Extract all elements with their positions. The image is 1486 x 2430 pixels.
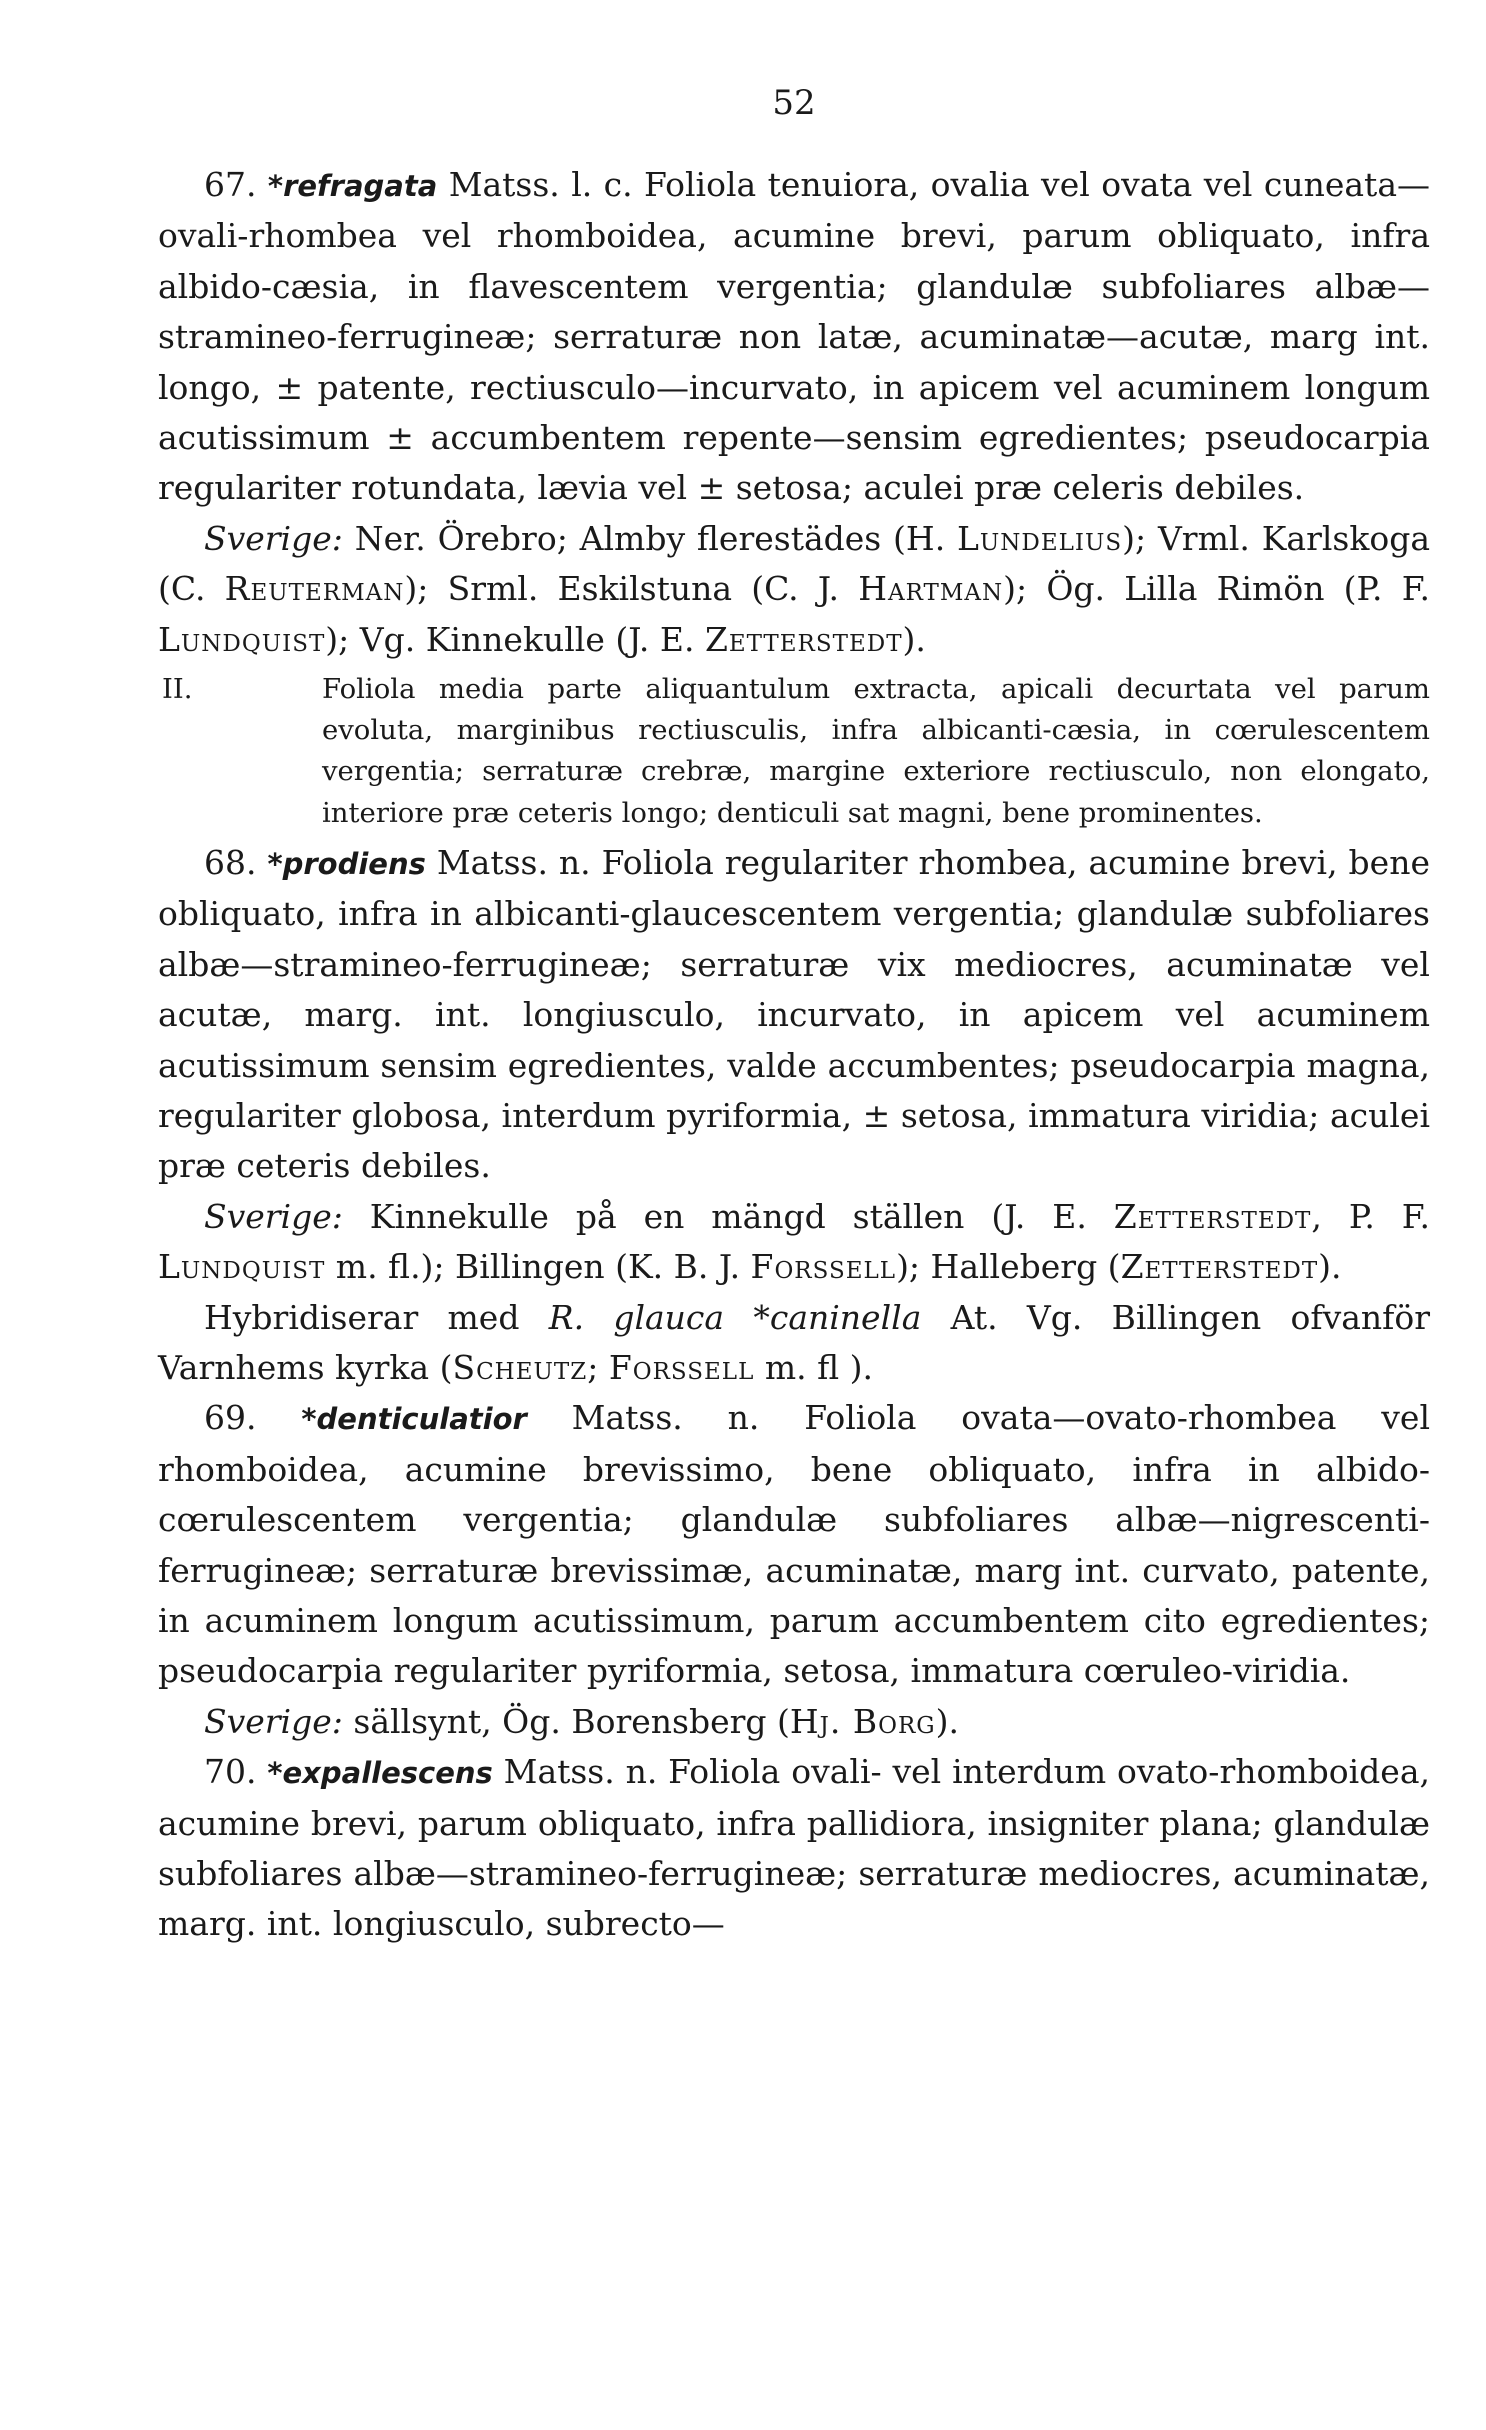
entry-67-distribution: Sverige: Ner. Örebro; Almby flerestädes (H. Lundelius); Vrml. Karlskoga (C. Reuterman); Srml. Eskilstuna (C. J. Hartman); Ög. Lilla Rimön (P. F. Lundquist); Vg. Kinnekulle (J. E. Zetterstedt). [158,518,1430,659]
variety-II [158,669,1430,834]
entry-70 [158,1747,1430,1950]
entry-69-name: *denticulatior [301,1402,527,1437]
collector: Lundquist [158,1247,326,1287]
entry-69 [158,1393,1430,1696]
entry-67-number: 67. [204,165,257,204]
species-name: R. glauca [548,1297,725,1337]
entry-68-distribution: Sverige: Kinnekulle på en mängd ställen (J. E. Zetterstedt, P. F. Lundquist m. fl.); Billingen (K. B. J. Forssell); Halleberg (Zetterstedt). [158,1196,1430,1287]
sverige-label: Sverige: [204,1701,343,1741]
entry-68-hybrid-note: Hybridiserar med R. glauca *caninella At. Vg. Billingen ofvanför Varnhems kyrka (Scheutz; Forssell m. fl ). [158,1297,1430,1387]
entry-67-name: *refragata [267,169,438,203]
species-name: *caninella [753,1297,922,1337]
entry-67-description: Matss. l. c. Foliola tenuiora, ovalia vel ovata vel cuneata—ovali-rhombea vel rhomboidea, acumine brevi, parum obliquato, infra albido-cæsia, in flavescentem vergentia; glandulæ subfoliares albæ—stramineo-ferrugineæ; serraturæ non latæ, acuminatæ—acutæ, marg int. longo, ± patente, rectiusculo—incurvato, in apicem vel acuminem longum acutissimum ± accumbentem repente—sensim egredientes; pseudocarpia regulariter rotundata, lævia vel ± setosa; aculei præ celeris debiles. [158,165,1430,508]
entry-70-number: 70. [204,1752,257,1792]
collector: Zetterstedt [1120,1247,1319,1287]
entry-69-number: 69. [204,1398,257,1438]
collector: Lundquist [158,619,326,659]
variety-II-description: Foliola media parte aliquantulum extracta, apicali decurtata vel parum evoluta, marginibus rectiusculis, infra albicanti-cæsia, in cœrulescentem vergentia; serraturæ crebræ, margine exteriore rectiusculo, non elongato, interiore præ ceteris longo; denticuli sat magni, bene prominentes. [322,673,1430,829]
entry-69-distribution: Sverige: sällsynt, Ög. Borensberg (Hj. Borg). [204,1701,960,1741]
entry-68-name: *prodiens [267,846,426,881]
entry-70-name: *expallescens [267,1756,493,1791]
entry-68 [158,838,1430,1192]
collector: Hartman [858,569,1004,609]
collector: Scheutz [452,1347,588,1387]
collector: Hj. Borg [789,1701,936,1741]
page-number: 52 [772,83,816,123]
entry-69-description: Matss. n. Foliola ovata—ovato-rhombea vel rhomboidea, acumine brevissimo, bene obliquato, infra in albido-cœrulescentem vergentia; glandulæ subfoliares albæ—nigrescenti-ferrugineæ; serraturæ brevissimæ, acuminatæ, marg int. curvato, patente, in acuminem longum acutissimum, parum accumbentem cito egredientes; pseudocarpia regulariter pyriformia, setosa, immatura cœruleo-viridia. [158,1398,1430,1691]
collector: Reuterman [224,569,405,609]
entry-70-description: Matss. n. Foliola ovali- vel interdum ovato-rhomboidea, acumine brevi, parum obliquato, infra pallidiora, insigniter plana; glandulæ subfoliares albæ—stramineo-ferrugineæ; serraturæ mediocres, acuminatæ, marg. int. longiusculo, subrecto— [158,1752,1430,1944]
entry-68-number: 68. [204,842,257,882]
entry-68-description: Matss. n. Foliola regulariter rhombea, acumine brevi, bene obliquato, infra in albicanti-glaucescentem vergentia; glandulæ subfoliares albæ—stramineo-ferrugineæ; serraturæ vix mediocres, acuminatæ vel acutæ, marg. int. longiusculo, incurvato, in apicem vel acuminem acutissimum sensim egredientes, valde accumbentes; pseudocarpia magna, regulariter globosa, interdum pyriformia, ± setosa, immatura viridia; aculei præ ceteris debiles. [158,842,1430,1186]
collector: Forssell [608,1347,755,1387]
collector: Zetterstedt [704,619,903,659]
collector: Forssell [750,1247,897,1287]
variety-II-label: II. [162,673,193,706]
entry-67 [158,160,1430,514]
collector: Lundelius [957,518,1123,558]
page [158,83,1430,1950]
sverige-label: Sverige: [204,518,343,558]
collector: Zetterstedt [1113,1196,1312,1236]
sverige-label: Sverige: [204,1196,343,1236]
